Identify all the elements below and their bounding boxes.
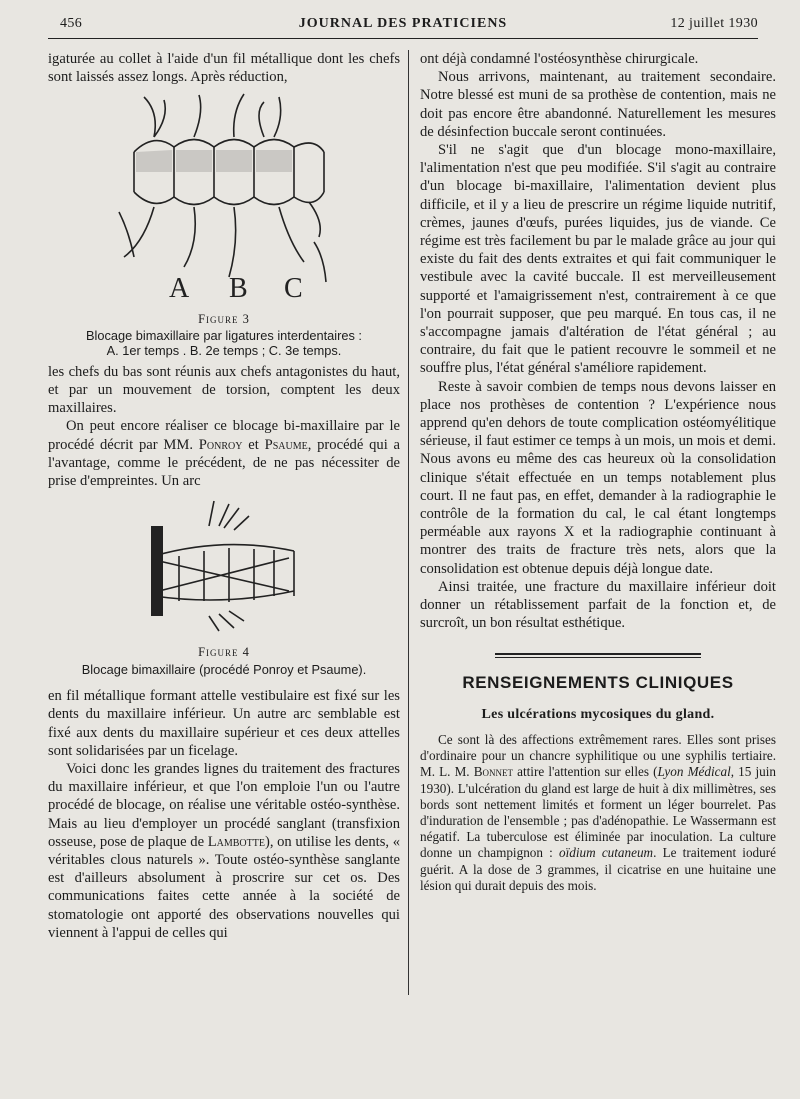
- figure-3-letter-c: C: [284, 273, 303, 303]
- author-name: Bonnet: [473, 764, 514, 780]
- text-run: attire l'attention sur elles (: [513, 764, 658, 780]
- figure-4-label: Figure 4: [198, 645, 250, 660]
- section-title: RENSEIGNEMENTS CLINIQUES: [462, 672, 734, 692]
- figure-3-illustration: [114, 92, 334, 302]
- page-number: 456: [60, 16, 83, 31]
- running-header: [48, 14, 758, 39]
- figure-3: [48, 92, 400, 358]
- figure-3-caption-line1: Blocage bimaxillaire par ligatures interdentaires :: [86, 327, 362, 343]
- paragraph: Reste à savoir combien de temps nous devons laisser en place nos prothèses de contention ? L'expérience nous apprend qu'en dehors de toute complication ostéomyélitique sérieuse, il faut estimer ce temps à un mois, un mois et demi. Nous avons eu même des cas heureux où la consolidation clinique s'était effectuée en un temps notablement plus court. Il ne faut pas, en effet, demander à la radiographie le contrôle de la formation du cal, le cal étant longtemps perméable aux rayons X et la radiographie continuant à montrer des traits de fracture très nets, alors que la consolidation est obtenue depuis déjà longue date.: [420, 378, 776, 577]
- species-name: oïdium cutaneum: [559, 845, 654, 861]
- figure-3-caption-line2: A. 1er temps . B. 2e temps ; C. 3e temps.: [106, 343, 342, 359]
- paragraph: en fil métallique formant attelle vestibulaire est fixé sur les dents du maxillaire inférieur. Un autre arc semblable est fixé aux dents du maxillaire supérieur et ces deux attelles sont solidarisées par un ficelage.: [48, 688, 400, 759]
- text-run: , procédé qui a l'avantage, comme le précédent, de ne pas nécessiter de prise d'empreintes. Un arc: [48, 436, 401, 490]
- text-run: et: [242, 436, 265, 453]
- author-name: Lambotte: [207, 833, 265, 850]
- figure-3-label: Figure 3: [198, 311, 250, 326]
- text-run: On peut encore réaliser ce blocage bi-maxillaire par le procédé décrit par MM.: [48, 418, 400, 453]
- article-title: Les ulcérations mycosiques du gland.: [481, 706, 715, 722]
- paragraph: Ainsi traitée, une fracture du maxillaire inférieur doit donner un rétablissement parfait de la fonction et, de surcroît, un bon résultat esthétique.: [420, 578, 776, 632]
- paragraph: [48, 760, 400, 942]
- figure-4-illustration: [149, 496, 299, 636]
- figure-4-caption: Blocage bimaxillaire (procédé Ponroy et Psaume).: [81, 661, 367, 677]
- author-name: Psaume: [264, 436, 308, 453]
- text-run: Voici donc les grandes lignes du traitement des fractures du maxillaire inférieur, et que l'on emploie l'un ou l'autre procédé de blocage, on réalise une véritable ostéo-synthèse. Mais au lieu d'employer un procédé sanglant (transfixion osseuse, pose de plaque de: [48, 760, 400, 850]
- paragraph: les chefs du bas sont réunis aux chefs antagonistes du haut, et par un mouvement de torsion, comptent les deux maxillaires.: [48, 363, 400, 417]
- paragraph: ont déjà condamné l'ostéosynthèse chirurgicale.: [420, 51, 699, 67]
- text-run: , 15 juin 1930). L'ulcération du gland est large de huit à dix millimètres, ses bords sont nettement limités et forment un léger bourrelet. Pas d'induration de l'ensemble ; pas d'adénopathie. Le Wassermann est négatif. La tuberculose est éliminée par inoculation. La culture donne un champignon :: [420, 764, 776, 861]
- figure-3-letter-a: A: [169, 273, 190, 303]
- text-run: ), on utilise les dents, « véritables clous naturels ». Toute ostéo-synthèse sanglante est d'ailleurs absolument à proscrire sur cet os. Des communications faites cette année à la société de stomatologie ont apporté des observations nouvelles qui viennent à l'appui de celles qui: [48, 833, 400, 941]
- paragraph: igaturée au collet à l'aide d'un fil métallique dont les chefs sont laissés assez longs. Après réduction,: [48, 51, 400, 86]
- figure-4: [48, 496, 400, 677]
- section-separator: [495, 653, 701, 658]
- journal-title: JOURNAL DES PRATICIENS: [298, 16, 508, 31]
- journal-name: Lyon Médical: [657, 764, 731, 780]
- paragraph: [48, 417, 400, 490]
- right-column: [420, 50, 776, 894]
- column-rule: [408, 50, 409, 995]
- paragraph: S'il ne s'agit que d'un blocage mono-maxillaire, l'alimentation n'est que peu modifiée. S'il s'agit au contraire d'un blocage bi-maxillaire, l'alimentation devient plus difficile, et il y a lieu de prescrire un régime liquide nutritif, crèmes, jaunes d'œufs, purées liquides, jus de viande. Ce régime est très facilement bu par le malade grâce au jour qui existe du fait des dents extraites et qui fait communiquer le vestibule avec la cavité buccale. Il est merveilleusement supporté et l'amaigrissement n'est, contrairement à ce que l'on pourrait supposer, que peu marqué. En tous cas, il ne s'accompagne jamais d'altération de l'état général ; au contraire, du fait que le patient recouvre le sommeil et ne souffre plus, l'état général s'améliore rapidement.: [420, 142, 776, 377]
- paragraph: Nous arrivons, maintenant, au traitement secondaire. Notre blessé est muni de sa prothèse de contention, mais ne doit pas encore être abandonné. Naturellement les mesures de désinfection buccale seront continuées.: [420, 69, 776, 140]
- author-name: Ponroy: [198, 436, 243, 453]
- left-column: [48, 50, 400, 942]
- paragraph: [420, 732, 776, 894]
- figure-3-letter-b: B: [229, 273, 248, 303]
- text-run: Ce sont là des affections extrêmement rares. Elles sont prises d'ordinaire pour un chancre syphilitique ou une syphilis tertiaire. M. L. M.: [420, 731, 776, 780]
- text-run: . Le traitement ioduré guérit. A la dose de 3 grammes, il cicatrise en une huitaine une lésion qui durait depuis des mois.: [420, 845, 776, 893]
- issue-date: 12 juillet 1930: [670, 16, 758, 31]
